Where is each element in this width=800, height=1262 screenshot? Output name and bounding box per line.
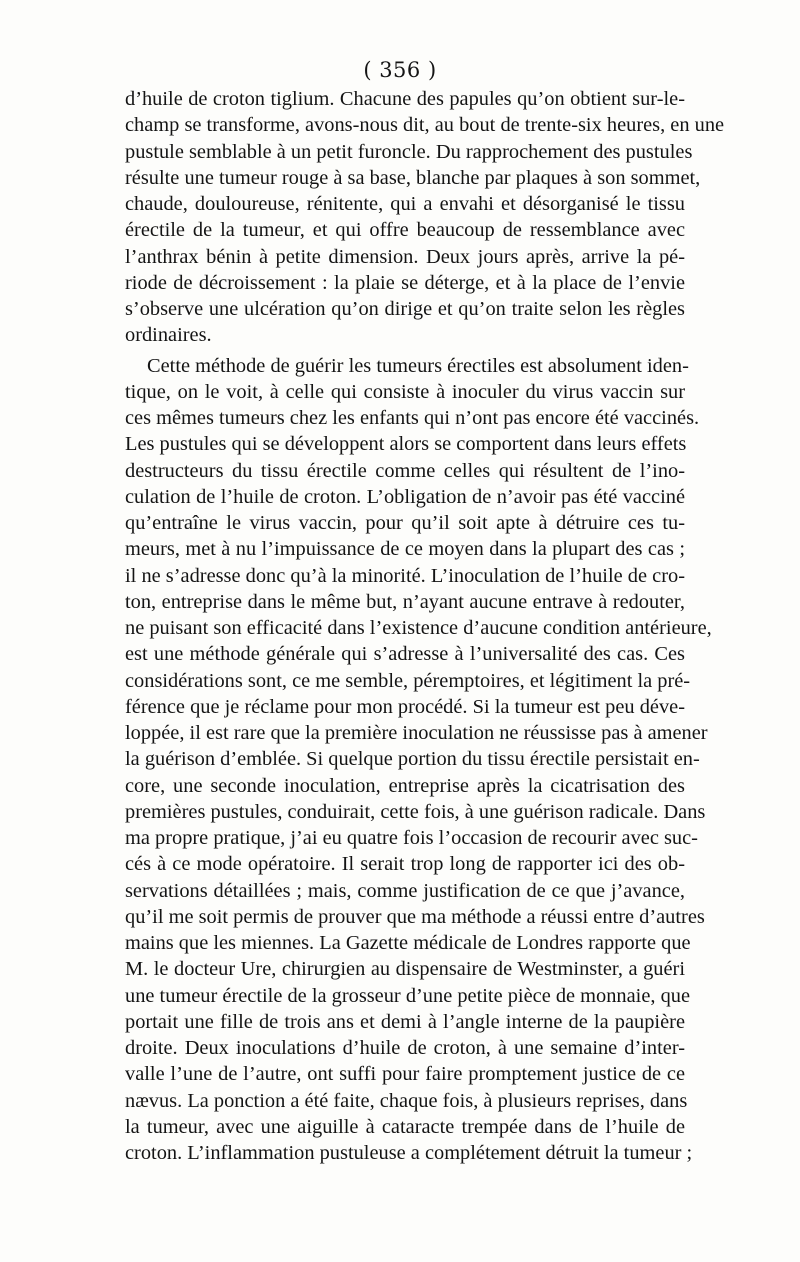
text-line: ma propre pratique, j’ai eu quatre fois l’occasion de recourir avec suc-	[125, 827, 698, 849]
text-line: ne puisant son efficacité dans l’existence d’aucune condition antérieure,	[125, 617, 712, 639]
text-line: pustule semblable à un petit furoncle. Du rapprochement des pustules	[125, 140, 693, 163]
text-line: nævus. La ponction a été faite, chaque fois, à plusieurs reprises, dans	[125, 1089, 688, 1112]
text-line: Les pustules qui se développent alors se comportent dans leurs effets	[125, 433, 687, 456]
text-line: culation de l’huile de croton. L’obligation de n’avoir pas été vacciné	[125, 485, 685, 508]
text-line: qu’il me soit permis de prouver que ma méthode a réussi entre d’autres	[125, 905, 705, 928]
text-line: qu’entraîne le virus vaccin, pour qu’il soit apte à détruire ces tu-	[125, 512, 685, 534]
text-line: ordinaires.	[125, 324, 212, 347]
text-line: ton, entreprise dans le même but, n’ayant aucune entrave à redouter,	[125, 590, 685, 613]
text-line: mains que les miennes. La Gazette médicale de Londres rapporte que	[125, 932, 691, 954]
text-line: l’anthrax bénin à petite dimension. Deux jours après, arrive la pé-	[125, 245, 685, 268]
text-line: portait une fille de trois ans et demi à l’angle interne de la paupière	[125, 1010, 685, 1033]
text-line: chaude, douloureuse, rénitente, qui a envahi et désorganisé le tissu	[125, 193, 685, 215]
text-line: riode de décroissement : la plaie se déterge, et à la place de l’envie	[125, 271, 685, 294]
text-line: d’huile de croton tiglium. Chacune des papules qu’on obtient sur-le-	[125, 88, 685, 110]
text-line: cés à ce mode opératoire. Il serait trop long de rapporter ici des ob-	[125, 853, 685, 876]
text-line: ces mêmes tumeurs chez les enfants qui n’ont pas encore été vaccinés.	[125, 407, 700, 429]
paragraph-2	[125, 353, 712, 1167]
text-line: considérations sont, ce me semble, péremptoires, et légitiment la pré-	[125, 669, 691, 692]
body-text	[125, 86, 725, 1166]
text-line: érectile de la tumeur, et qui offre beaucoup de ressemblance avec	[125, 219, 685, 242]
text-line: croton. L’inflammation pustuleuse a complétement détruit la tumeur ;	[125, 1142, 693, 1164]
text-line: M. le docteur Ure, chirurgien au dispensaire de Westminster, a guéri	[125, 958, 685, 981]
text-line: tique, on le voit, à celle qui consiste à inoculer du virus vaccin sur	[125, 380, 685, 403]
text-line: servations détaillées ; mais, comme justification de ce que j’avance,	[125, 879, 685, 902]
text-line: droite. Deux inoculations d’huile de croton, à une semaine d’inter-	[125, 1037, 685, 1059]
paragraph-1	[125, 86, 725, 349]
text-line: la tumeur, avec une aiguille à cataracte trempée dans de l’huile de	[125, 1115, 685, 1138]
text-line: férence que je réclame pour mon procédé. Si la tumeur est peu déve-	[125, 695, 685, 718]
text-line: meurs, met à nu l’impuissance de ce moyen dans la plupart des cas ;	[125, 538, 685, 561]
text-line: valle l’une de l’autre, ont suffi pour faire promptement justice de ce	[125, 1063, 685, 1086]
text-line: loppée, il est rare que la première inoculation ne réussisse pas à amener	[125, 722, 708, 744]
text-line: résulte une tumeur rouge à sa base, blanche par plaques à son sommet,	[125, 166, 701, 189]
text-line: champ se transforme, avons-nous dit, au bout de trente-six heures, en une	[125, 114, 725, 137]
text-line: premières pustules, conduirait, cette fois, à une guérison radicale. Dans	[125, 800, 706, 823]
text-line: il ne s’adresse donc qu’à la minorité. L’inoculation de l’huile de cro-	[125, 564, 685, 587]
text-line: la guérison d’emblée. Si quelque portion du tissu érectile persistait en-	[125, 748, 700, 771]
text-line: s’observe une ulcération qu’on dirige et qu’on traite selon les règles	[125, 298, 685, 320]
text-line: est une méthode générale qui s’adresse à l’universalité des cas. Ces	[125, 643, 685, 666]
text-line: une tumeur érectile de la grosseur d’une petite pièce de monnaie, que	[125, 984, 691, 1007]
text-line: destructeurs du tissu érectile comme celles qui résultent de l’ino-	[125, 459, 685, 482]
text-line: core, une seconde inoculation, entreprise après la cicatrisation des	[125, 774, 685, 797]
page-number: ( 356 )	[363, 58, 437, 82]
text-line: Cette méthode de guérir les tumeurs érectiles est absolument iden-	[147, 354, 689, 377]
